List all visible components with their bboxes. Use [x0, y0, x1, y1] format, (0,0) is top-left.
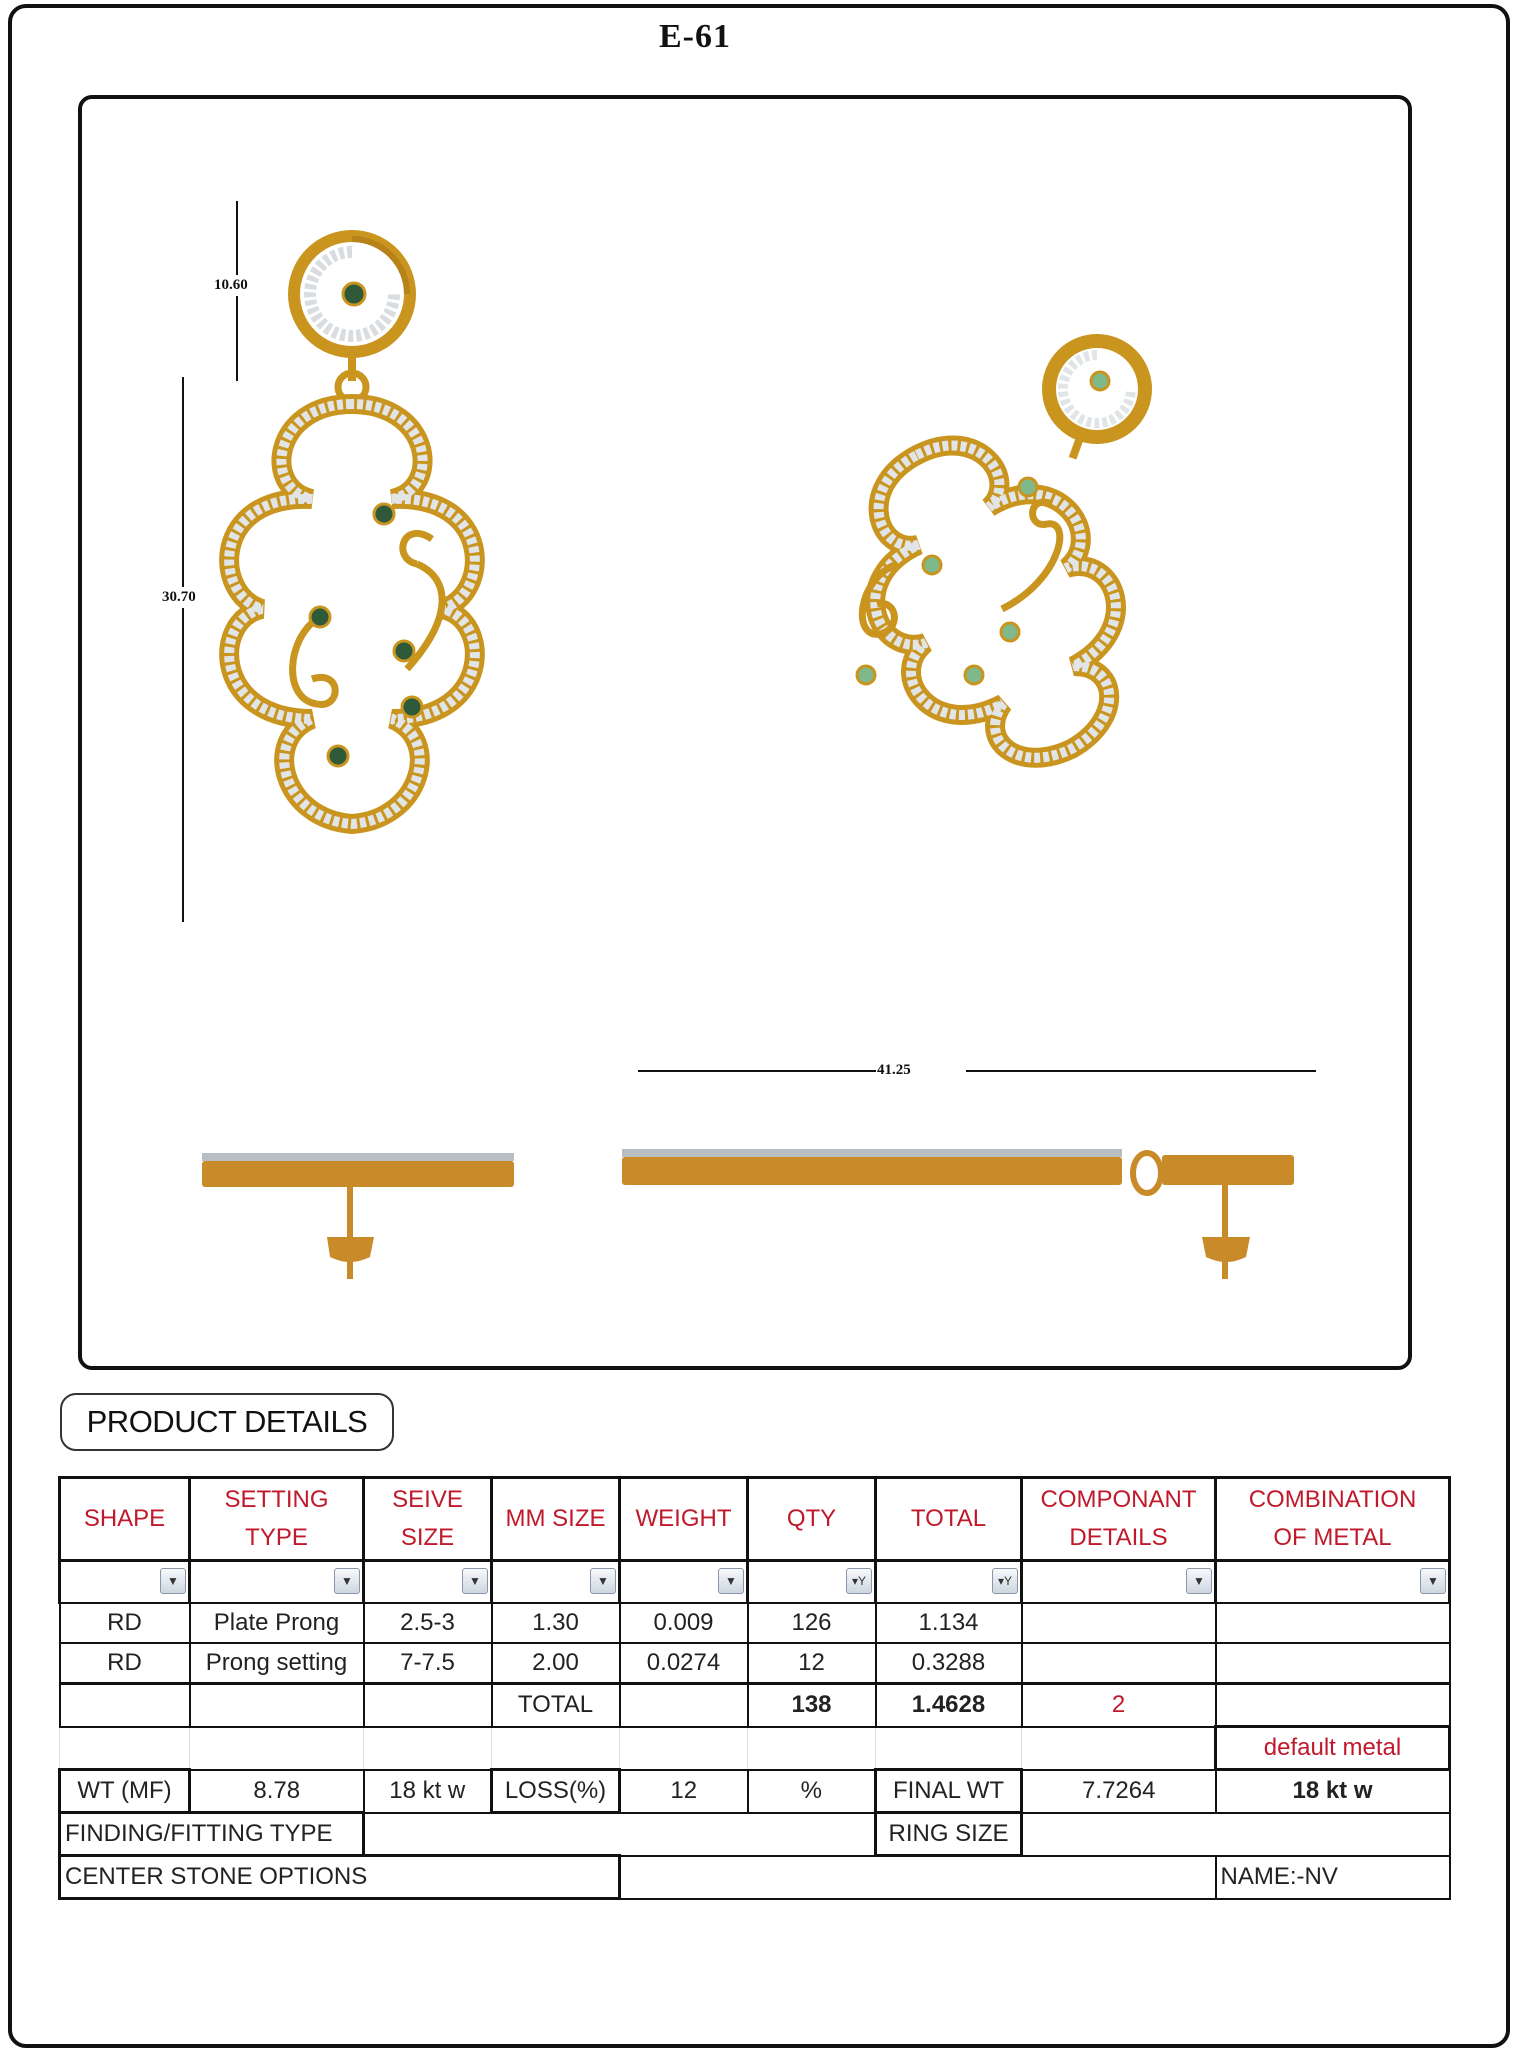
dimension-side-length: 41.25	[877, 1060, 911, 1081]
earring-side-view-long	[622, 1139, 1342, 1279]
header-seive-size: SEIVE SIZE	[364, 1478, 492, 1561]
design-code-title: E-61	[659, 18, 731, 55]
default-metal-row	[60, 1727, 1450, 1770]
filter-funnel-icon[interactable]: ▾Y	[846, 1568, 872, 1594]
total-label: TOTAL	[492, 1684, 620, 1727]
total-row	[60, 1684, 1450, 1727]
header-shape: SHAPE	[60, 1478, 190, 1561]
header-weight: WEIGHT	[620, 1478, 748, 1561]
loss-unit: %	[748, 1770, 876, 1813]
componant-count: 2	[1022, 1684, 1216, 1727]
header-setting-type: SETTING TYPE	[190, 1478, 364, 1561]
default-metal-label: default metal	[1216, 1727, 1450, 1770]
dimension-drop-height: 30.70	[162, 587, 196, 608]
earring-front-view	[202, 199, 522, 919]
center-stone-value	[620, 1856, 1216, 1899]
header-qty: QTY	[748, 1478, 876, 1561]
total-weight: 1.4628	[876, 1684, 1022, 1727]
dropdown-arrow-icon[interactable]: ▼	[1420, 1568, 1446, 1594]
table-row: RD Prong setting 7-7.5 2.00 0.0274 12 0.3288	[60, 1643, 1450, 1684]
wt-mf-value: 8.78	[190, 1770, 364, 1813]
dropdown-arrow-icon[interactable]: ▼	[1186, 1568, 1212, 1594]
final-wt-value: 7.7264	[1022, 1770, 1216, 1813]
filter-row	[60, 1561, 1450, 1604]
dropdown-arrow-icon[interactable]: ▼	[462, 1568, 488, 1594]
finding-fitting-label: FINDING/FITTING TYPE	[60, 1813, 364, 1856]
center-stone-label: CENTER STONE OPTIONS	[60, 1856, 620, 1899]
total-qty: 138	[748, 1684, 876, 1727]
dropdown-arrow-icon[interactable]: ▼	[718, 1568, 744, 1594]
weight-row	[60, 1770, 1450, 1813]
loss-value: 12	[620, 1770, 748, 1813]
ring-size-value	[1022, 1813, 1450, 1856]
dropdown-arrow-icon[interactable]: ▼	[160, 1568, 186, 1594]
final-metal: 18 kt w	[1216, 1770, 1450, 1813]
designer-name: NAME:-NV	[1216, 1856, 1450, 1899]
earring-angled-view	[762, 319, 1202, 779]
wt-mf-label: WT (MF)	[60, 1770, 190, 1813]
dimension-line-drop	[182, 377, 184, 922]
dimension-top-height: 10.60	[214, 275, 248, 296]
table-row: RD Plate Prong 2.5-3 1.30 0.009 126 1.134	[60, 1603, 1450, 1643]
dropdown-arrow-icon[interactable]: ▼	[590, 1568, 616, 1594]
finding-fitting-value	[364, 1813, 876, 1856]
product-details-label: PRODUCT DETAILS	[60, 1393, 394, 1451]
header-combination-of-metal: COMBINATION OF METAL	[1216, 1478, 1450, 1561]
header-total: TOTAL	[876, 1478, 1022, 1561]
dimension-line-length-right	[966, 1070, 1316, 1072]
dimension-line-length-left	[638, 1070, 876, 1072]
table-header-row	[60, 1478, 1450, 1561]
dropdown-arrow-icon[interactable]: ▼	[334, 1568, 360, 1594]
finding-row	[60, 1813, 1450, 1856]
ring-size-label: RING SIZE	[876, 1813, 1022, 1856]
loss-label: LOSS(%)	[492, 1770, 620, 1813]
final-wt-label: FINAL WT	[876, 1770, 1022, 1813]
metal-purity: 18 kt w	[364, 1770, 492, 1813]
center-stone-row	[60, 1856, 1450, 1899]
header-mm-size: MM SIZE	[492, 1478, 620, 1561]
earring-side-view-small	[202, 1139, 522, 1279]
filter-funnel-icon[interactable]: ▾Y	[992, 1568, 1018, 1594]
render-image-frame	[78, 95, 1412, 1370]
product-details-table	[58, 1476, 1451, 1900]
header-componant-details: COMPONANT DETAILS	[1022, 1478, 1216, 1561]
